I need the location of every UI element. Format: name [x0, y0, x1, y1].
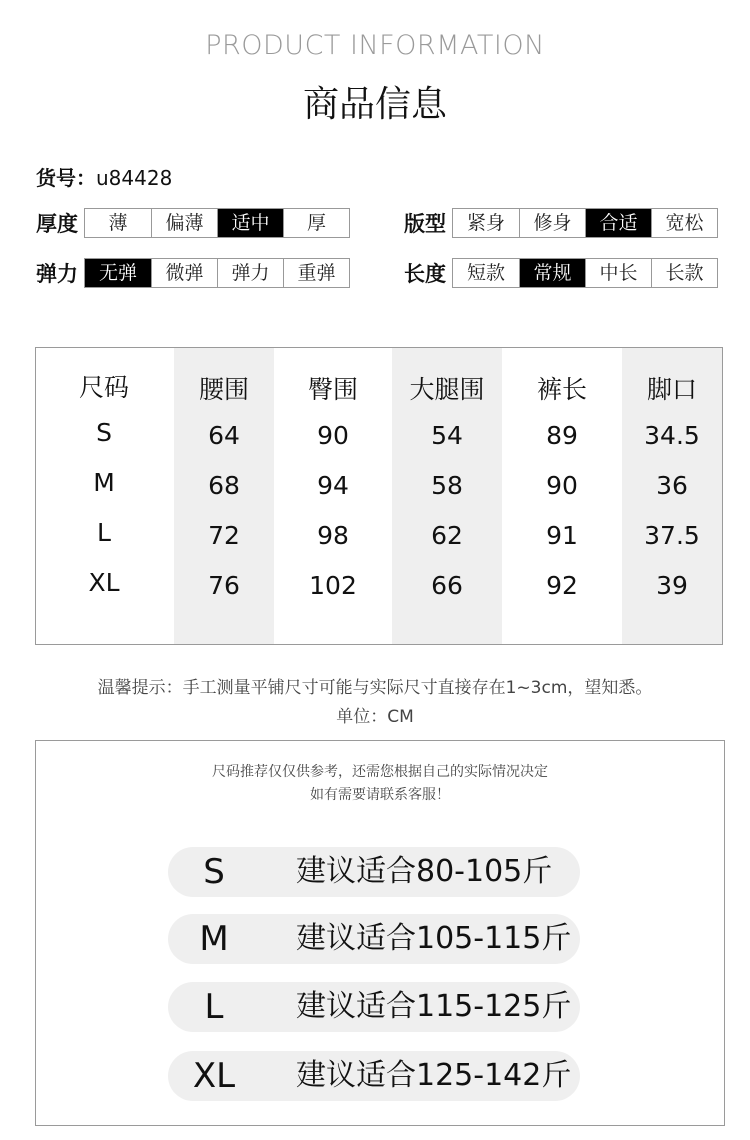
recommendation-item: [168, 914, 580, 964]
length-option: 中长: [585, 259, 651, 287]
table-cell: 90: [317, 421, 349, 450]
table-cell: 54: [431, 421, 463, 450]
recommendation-text: 建议适合80-105斤: [296, 854, 553, 889]
recommendation-text: 建议适合125-142斤: [296, 1058, 572, 1093]
table-cell: XL: [88, 568, 120, 597]
fit-option: 修身: [519, 209, 585, 237]
table-cell: 58: [431, 471, 463, 500]
table-cell: 37.5: [644, 521, 700, 550]
title-chinese: 商品信息: [302, 84, 447, 125]
thickness-option: 薄: [108, 212, 128, 234]
table-cell: 94: [317, 471, 349, 500]
recommendation-size: L: [204, 987, 224, 1027]
sku-line: [36, 162, 172, 191]
unit-note: 单位：CM: [336, 707, 414, 727]
table-cell: 34.5: [644, 421, 700, 450]
attr-fit: [404, 208, 718, 238]
table-cell: 68: [208, 471, 240, 500]
thigh-column: [392, 348, 502, 644]
table-cell: 39: [656, 571, 688, 600]
table-cell: 92: [546, 571, 578, 600]
recommendation-text: 建议适合105-115斤: [296, 921, 572, 956]
fit-option: 宽松: [651, 209, 717, 237]
table-cell: 36: [656, 471, 688, 500]
length-option: 短款: [466, 262, 505, 284]
recommendation-size: XL: [192, 1056, 236, 1096]
attr-elasticity-options: [84, 258, 350, 288]
sku-value: u84428: [96, 166, 173, 190]
table-cell: 76: [208, 571, 240, 600]
attr-length-options: [452, 258, 718, 288]
recommendation-size: M: [199, 919, 229, 959]
hip-column: [274, 348, 392, 644]
table-cell: 89: [546, 421, 578, 450]
table-cell: L: [97, 518, 111, 547]
attr-thickness: [36, 208, 350, 238]
attr-length: [404, 258, 718, 288]
table-cell: 98: [317, 521, 349, 550]
title-english: PRODUCT INFORMATION: [205, 30, 545, 61]
table-cell: 62: [431, 521, 463, 550]
table-header: 尺码: [78, 373, 129, 402]
table-cell: 64: [208, 421, 240, 450]
attr-elasticity-label: 弹力: [36, 262, 78, 286]
thickness-option: 偏薄: [151, 209, 217, 237]
elasticity-option: 重弹: [283, 259, 349, 287]
table-header: 大腿围: [409, 375, 485, 404]
recommendation-text: 建议适合115-125斤: [296, 989, 572, 1024]
waist-column: [174, 348, 274, 644]
recommendation-item: [168, 1051, 580, 1101]
elasticity-option: 弹力: [217, 259, 283, 287]
attr-length-label: 长度: [404, 262, 446, 286]
recommendation-item: [168, 982, 580, 1032]
attr-fit-label: 版型: [404, 212, 446, 236]
table-cell: 90: [546, 471, 578, 500]
measurement-tip: 温馨提示：手工测量平铺尺寸可能与实际尺寸直接存在1~3cm，望知悉。: [97, 678, 653, 698]
size-recommendation-box: [35, 740, 725, 1126]
size-table: [35, 347, 723, 645]
recommendation-size: S: [203, 852, 225, 892]
attr-fit-options: [452, 208, 718, 238]
recommendation-note: 如有需要请联系客服！: [310, 787, 450, 803]
table-cell: M: [93, 468, 115, 497]
table-header: 臀围: [307, 375, 358, 404]
thickness-option: 厚: [283, 209, 349, 237]
length-option: 长款: [651, 259, 717, 287]
table-cell: 91: [546, 521, 578, 550]
recommendation-item: [168, 847, 580, 897]
table-cell: S: [96, 418, 112, 447]
table-header: 脚口: [646, 375, 697, 404]
fit-option: 紧身: [466, 212, 505, 234]
thickness-option-selected: 适中: [217, 209, 283, 237]
size-column: [42, 348, 166, 644]
table-cell: 102: [309, 571, 357, 600]
table-header: 裤长: [536, 375, 587, 404]
table-header: 腰围: [198, 375, 249, 404]
sku-label: 货号：: [36, 166, 96, 190]
recommendation-note: 尺码推荐仅仅供参考，还需您根据自己的实际情况决定: [212, 764, 548, 780]
table-cell: 72: [208, 521, 240, 550]
elasticity-option-selected: 无弹: [85, 259, 151, 287]
table-cell: 66: [431, 571, 463, 600]
attr-elasticity: [36, 258, 350, 288]
attr-thickness-label: 厚度: [36, 212, 78, 236]
fit-option-selected: 合适: [585, 209, 651, 237]
length-option-selected: 常规: [519, 259, 585, 287]
attr-thickness-options: [84, 208, 350, 238]
elasticity-option: 微弹: [151, 259, 217, 287]
leg-opening-column: [622, 348, 722, 644]
length-column: [502, 348, 622, 644]
